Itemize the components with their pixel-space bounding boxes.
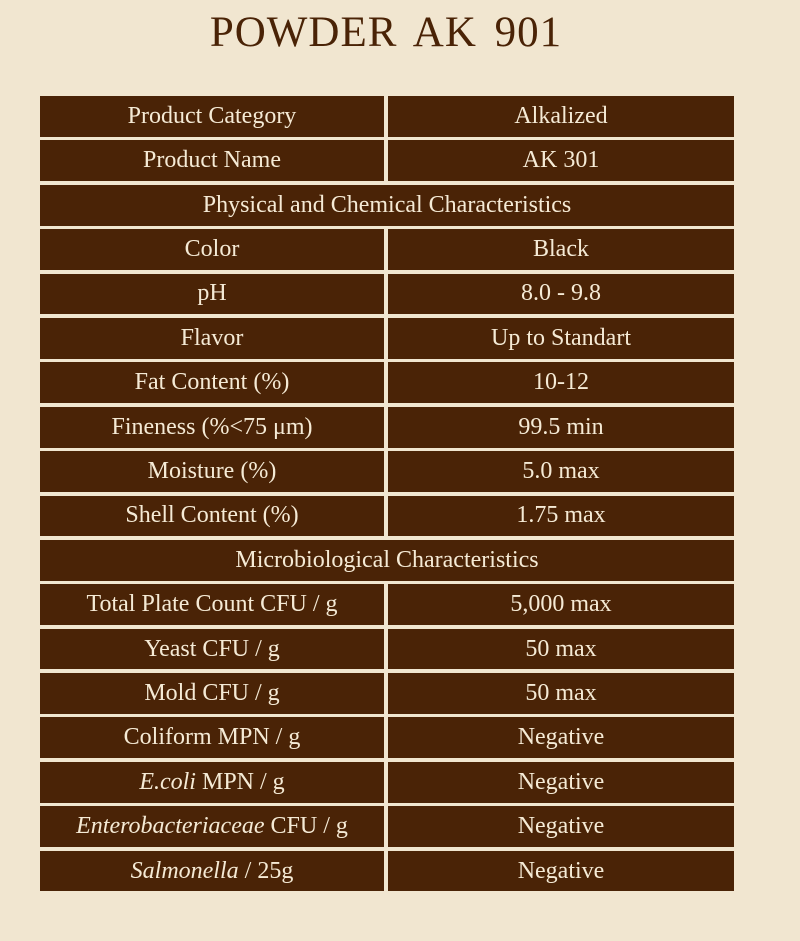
- spec-table: [40, 96, 734, 895]
- table-row: [40, 229, 734, 270]
- row-label-rest: MPN / g: [195, 768, 285, 795]
- row-label: Fineness (%<75 μm): [40, 407, 384, 448]
- row-value: 8.0 - 9.8: [388, 274, 734, 315]
- row-value: Negative: [388, 762, 734, 803]
- table-row: [40, 407, 734, 448]
- page-title: POWDER AK 901: [209, 9, 563, 56]
- table-row: [40, 96, 734, 137]
- row-label: Total Plate Count CFU / g: [40, 584, 384, 625]
- row-value: 5,000 max: [388, 584, 734, 625]
- table-row: [40, 762, 734, 803]
- row-value: Negative: [388, 806, 734, 847]
- row-label: pH: [40, 274, 384, 315]
- table-row: [40, 140, 734, 181]
- table-row: [40, 274, 734, 315]
- row-label: Product Name: [40, 140, 384, 181]
- table-row: [40, 451, 734, 492]
- section-header-row: [40, 185, 734, 226]
- table-row: [40, 629, 734, 670]
- row-label: [40, 851, 384, 892]
- table-row: [40, 318, 734, 359]
- row-value: 50 max: [388, 629, 734, 670]
- row-label: Product Category: [40, 96, 384, 137]
- row-label: Mold CFU / g: [40, 673, 384, 714]
- row-value: Black: [388, 229, 734, 270]
- table-row: [40, 584, 734, 625]
- row-value: 1.75 max: [388, 496, 734, 537]
- table-row: [40, 851, 734, 892]
- row-label: Moisture (%): [40, 451, 384, 492]
- row-value: Alkalized: [388, 96, 734, 137]
- row-value: Negative: [388, 717, 734, 758]
- row-value: Up to Standart: [388, 318, 734, 359]
- row-label-italic: Salmonella: [130, 857, 239, 884]
- section-header-row: [40, 540, 734, 581]
- table-row: [40, 806, 734, 847]
- row-label: [40, 806, 384, 847]
- row-label-italic: E.coli: [139, 768, 196, 795]
- row-label-italic: Enterobacteriaceae: [76, 813, 265, 840]
- table-row: [40, 362, 734, 403]
- row-value: Negative: [388, 851, 734, 892]
- row-value: 10-12: [388, 362, 734, 403]
- row-label-rest: / 25g: [238, 857, 294, 884]
- section-header: Physical and Chemical Characteristics: [40, 185, 734, 226]
- row-value: AK 301: [388, 140, 734, 181]
- row-value: 99.5 min: [388, 407, 734, 448]
- row-label: Flavor: [40, 318, 384, 359]
- row-label: Coliform MPN / g: [40, 717, 384, 758]
- table-row: [40, 673, 734, 714]
- row-label-rest: CFU / g: [264, 813, 348, 840]
- row-value: 5.0 max: [388, 451, 734, 492]
- section-header: Microbiological Characteristics: [40, 540, 734, 581]
- row-label: [40, 762, 384, 803]
- table-row: [40, 717, 734, 758]
- row-label: Fat Content (%): [40, 362, 384, 403]
- row-value: 50 max: [388, 673, 734, 714]
- row-label: Color: [40, 229, 384, 270]
- row-label: Yeast CFU / g: [40, 629, 384, 670]
- table-row: [40, 496, 734, 537]
- row-label: Shell Content (%): [40, 496, 384, 537]
